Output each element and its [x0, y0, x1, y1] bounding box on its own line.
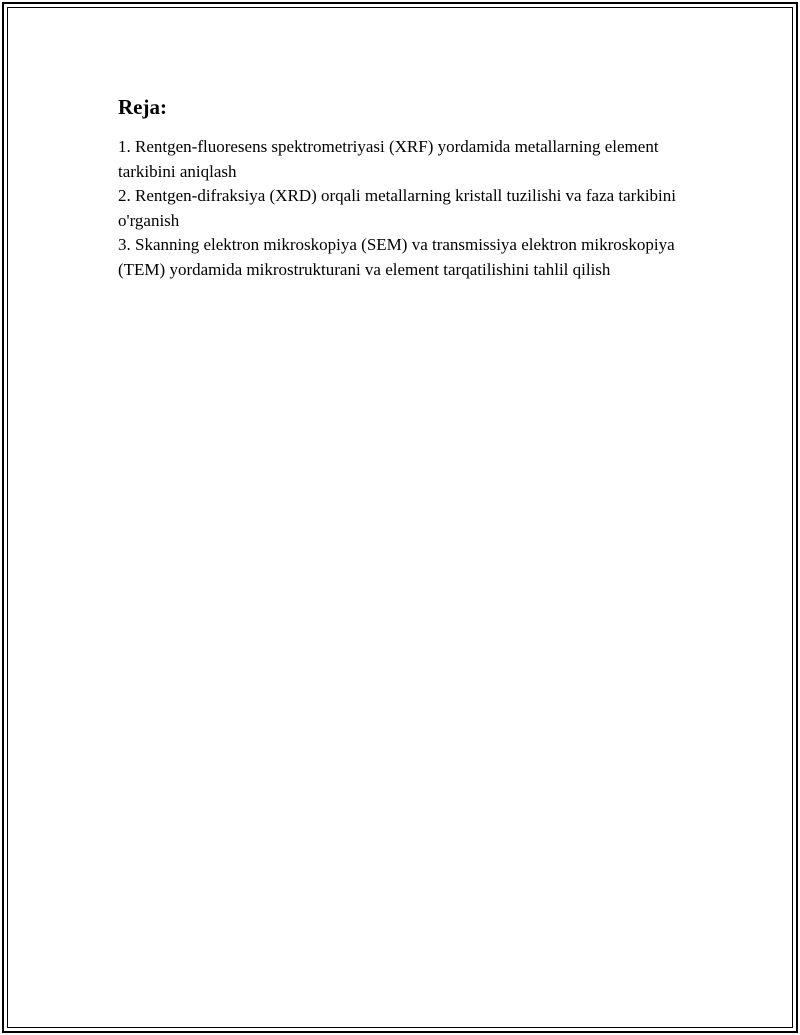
plan-list — [118, 135, 698, 282]
plan-heading: Reja: — [118, 95, 167, 119]
plan-item-1: 1. Rentgen-fluoresens spektrometriyasi (XRF) yordamida metallarning element tarkibini aniqlash — [118, 137, 659, 181]
plan-item-3: 3. Skanning elektron mikroskopiya (SEM) va transmissiya elektron mikroskopiya (TEM) yordamida mikrostrukturani va element tarqatilishini tahlil qilish — [118, 235, 675, 279]
page-content — [118, 93, 698, 282]
plan-item-2: 2. Rentgen-difraksiya (XRD) orqali metallarning kristall tuzilishi va faza tarkibini o'rganish — [118, 186, 677, 230]
